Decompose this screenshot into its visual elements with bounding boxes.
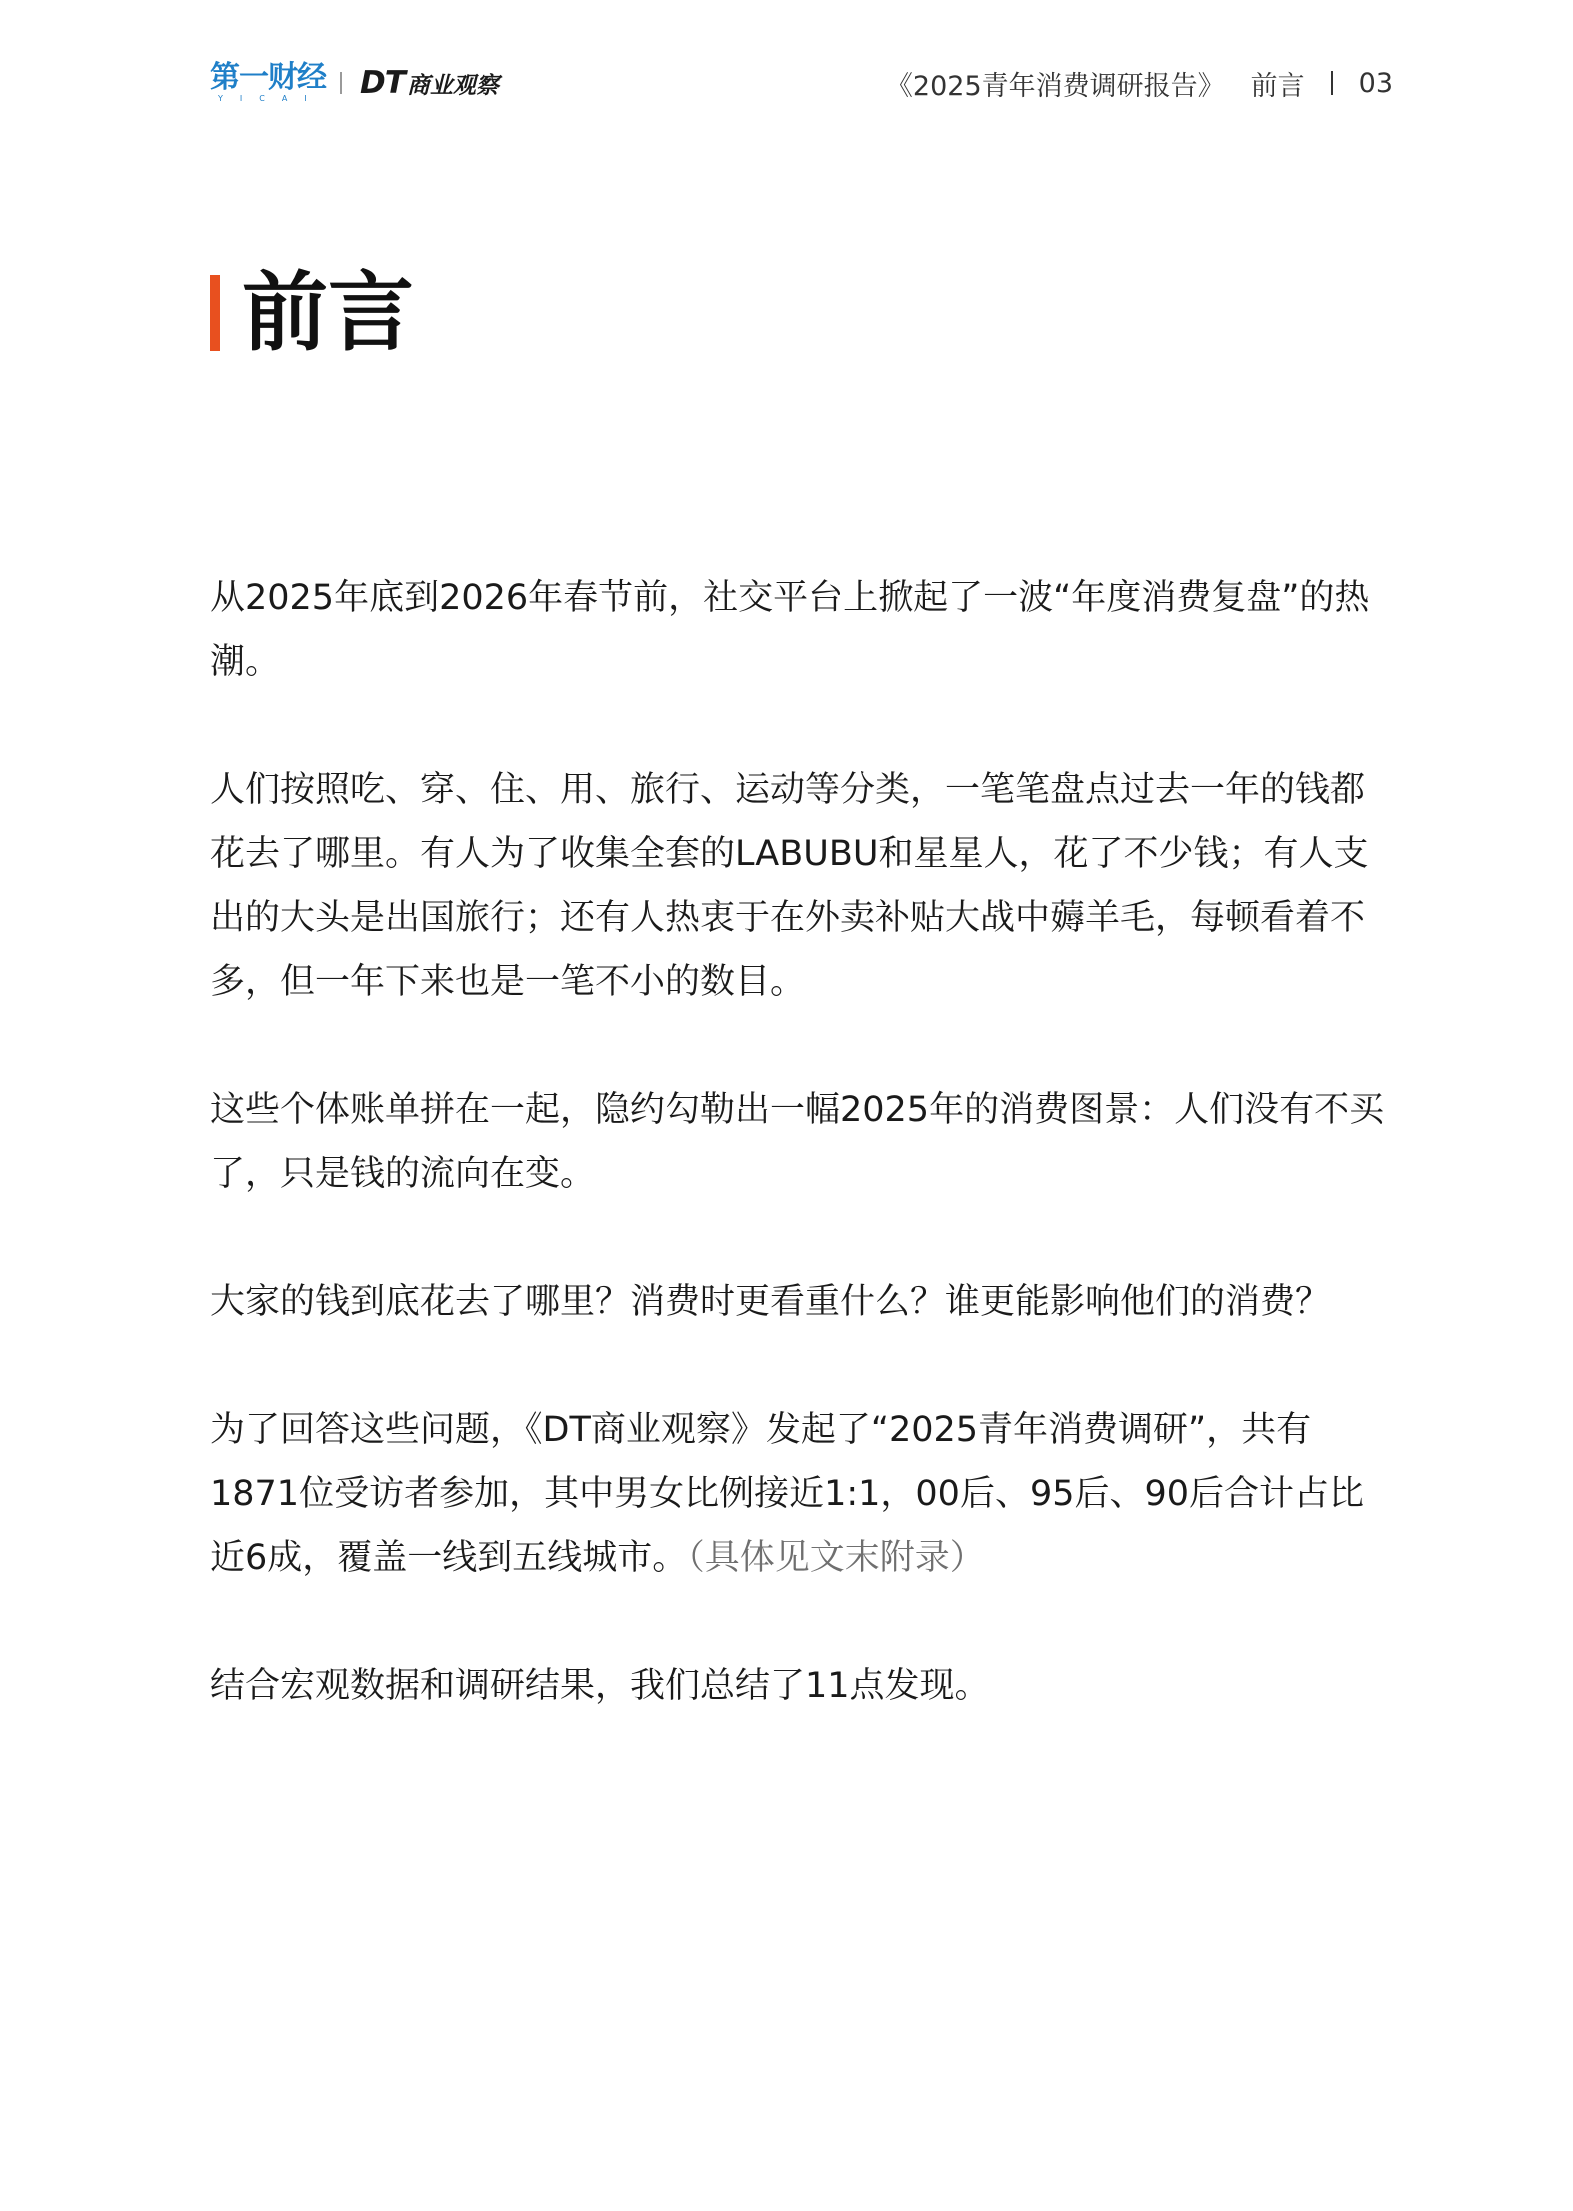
paragraph-5-text: 为了回答这些问题，《DT商业观察》发起了“2025青年消费调研”，共有1871位受访者参加，其中男女比例接近1:1，00后、95后、90后合计占比近6成，覆盖一线到五线城市。: [210, 1410, 1365, 1578]
paragraph-4: [210, 1270, 1390, 1334]
logo-divider: [340, 72, 342, 94]
logo-group: [210, 61, 499, 105]
paragraph-2: [210, 758, 1390, 1014]
dt-logo-name: 商业观察: [406, 73, 499, 99]
page-number: 03: [1358, 67, 1393, 99]
yicai-logo: [210, 60, 326, 105]
paragraph-1-text: 从2025年底到2026年春节前，社交平台上掀起了一波“年度消费复盘”的热潮。: [210, 578, 1370, 682]
dt-logo-mark: DT: [360, 65, 405, 101]
body-content: [210, 566, 1390, 1782]
paragraph-5: [210, 1398, 1390, 1590]
running-head-divider: [1331, 71, 1333, 95]
title-block: [210, 265, 414, 361]
report-title: 《2025青年消费调研报告》: [885, 70, 1225, 102]
title-accent-bar: [210, 275, 220, 351]
paragraph-3: [210, 1078, 1390, 1206]
dt-logo: [360, 65, 499, 101]
paragraph-1: [210, 566, 1390, 694]
paragraph-6: [210, 1654, 1390, 1718]
running-head: [886, 64, 1393, 103]
paragraph-2-text: 人们按照吃、穿、住、用、旅行、运动等分类，一笔笔盘点过去一年的钱都花去了哪里。有人为了收集全套的LABUBU和星星人，花了不少钱；有人支出的大头是出国旅行；还有人热衷于在外卖补贴大战中薅羊毛，每顿看着不多，但一年下来也是一笔不小的数目。: [210, 770, 1369, 1002]
page-title: 前言: [242, 263, 414, 363]
section-name: 前言: [1250, 70, 1305, 102]
page-header: [210, 58, 1393, 108]
yicai-logo-subtext: YICAI: [218, 94, 324, 103]
appendix-note: （具体见文末附录）: [687, 1538, 985, 1578]
yicai-logo-text: 第一财经: [210, 60, 326, 95]
paragraph-3-text: 这些个体账单拼在一起，隐约勾勒出一幅2025年的消费图景：人们没有不买了，只是钱的流向在变。: [210, 1090, 1385, 1194]
paragraph-6-text: 结合宏观数据和调研结果，我们总结了11点发现。: [210, 1666, 990, 1706]
paragraph-4-text: 大家的钱到底花去了哪里？消费时更看重什么？谁更能影响他们的消费？: [210, 1282, 1331, 1322]
